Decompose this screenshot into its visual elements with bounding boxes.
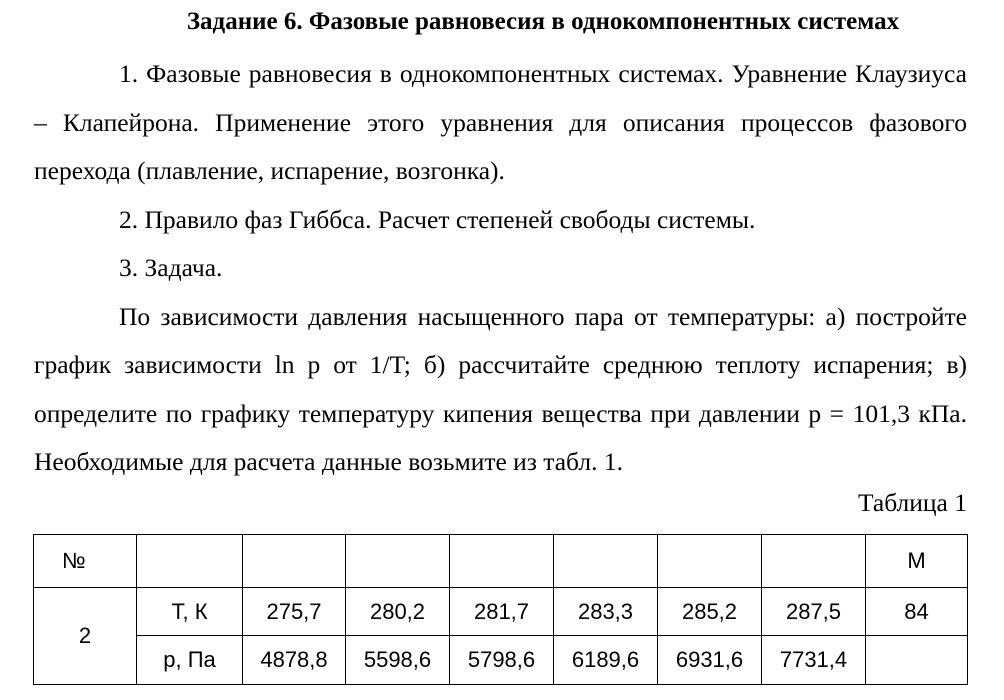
pressure-value-cell: 7731,4 — [762, 636, 866, 685]
molar-mass-value-cell: 84 — [866, 588, 968, 636]
table-caption: Таблица 1 — [857, 488, 967, 517]
task-body — [34, 50, 967, 487]
temperature-value-cell: 281,7 — [450, 588, 554, 636]
paragraph-task-statement: По зависимости давления насыщенного пара от температуры: а) постройте график зависимости ln p от 1/T; б) рассчитайте среднюю теплоту испарения; в) определите по графику температуру кипения вещества при давлении p = 101,3 кПа. Необходимые для расчета данные возьмите из табл. 1. — [34, 301, 967, 476]
header-empty-cell — [243, 535, 346, 588]
pressure-label-cell: р, Па — [137, 636, 243, 685]
temperature-value-cell: 283,3 — [554, 588, 658, 636]
variant-number-cell: 2 — [34, 588, 137, 685]
data-table — [33, 534, 968, 685]
paragraph-task-heading: 3. Задача. — [119, 253, 223, 282]
header-empty-cell — [554, 535, 658, 588]
header-molar-mass-cell: М — [866, 535, 968, 588]
task-title: Задание 6. Фазовые равновесия в однокомпонентных системах — [186, 8, 900, 35]
header-empty-cell — [762, 535, 866, 588]
temperature-label-cell: Т, К — [137, 588, 243, 636]
header-empty-cell — [346, 535, 450, 588]
table-row-temperature — [34, 588, 968, 636]
pressure-value-cell: 4878,8 — [243, 636, 346, 685]
table-row-pressure — [34, 636, 968, 685]
paragraph-clausius-clapeyron: 1. Фазовые равновесия в однокомпонентных системах. Уравнение Клаузиуса – Клапейрона. Применение этого уравнения для описания процессов фазового перехода (плавление, испарение, возгонка). — [34, 59, 967, 185]
pressure-value-cell: 6931,6 — [658, 636, 762, 685]
temperature-value-cell: 285,2 — [658, 588, 762, 636]
header-empty-cell — [658, 535, 762, 588]
header-number-cell: № — [34, 535, 137, 588]
pressure-value-cell: 5598,6 — [346, 636, 450, 685]
pressure-value-cell: 6189,6 — [554, 636, 658, 685]
pressure-value-cell: 5798,6 — [450, 636, 554, 685]
empty-cell — [866, 636, 968, 685]
table-header-row — [34, 535, 968, 588]
temperature-value-cell: 275,7 — [243, 588, 346, 636]
temperature-value-cell: 287,5 — [762, 588, 866, 636]
temperature-value-cell: 280,2 — [346, 588, 450, 636]
paragraph-gibbs-rule: 2. Правило фаз Гиббса. Расчет степеней свободы системы. — [119, 204, 756, 234]
header-empty-cell — [137, 535, 243, 588]
header-empty-cell — [450, 535, 554, 588]
